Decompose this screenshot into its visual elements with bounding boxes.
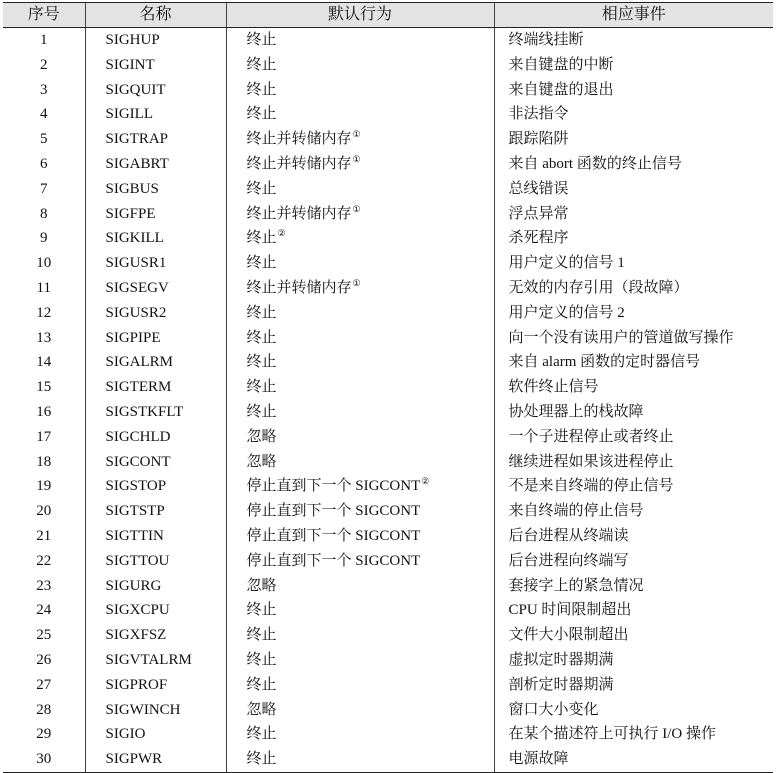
row-number: 12 — [36, 304, 52, 321]
default-action: 终止 — [246, 379, 277, 396]
default-action-cell — [226, 226, 494, 251]
event-description: 继续进程如果该进程停止 — [494, 450, 773, 475]
table-row — [3, 375, 773, 400]
signal-name: SIGTSTP — [85, 499, 226, 524]
footnote-marker: ② — [421, 476, 430, 487]
row-number: 30 — [3, 747, 85, 772]
table-row — [3, 549, 773, 574]
default-action: 终止 — [246, 627, 277, 644]
signal-name: SIGALRM — [85, 350, 226, 375]
signal-name: SIGSTOP — [85, 474, 226, 499]
table-row — [3, 574, 773, 599]
default-action-cell — [226, 350, 494, 375]
default-action-cell — [226, 549, 494, 574]
default-action: 终止 — [246, 676, 277, 693]
signal-name: SIGSEGV — [85, 276, 226, 301]
default-action-cell — [226, 400, 494, 425]
row-number: 11 — [36, 279, 51, 296]
event-description: 剖析定时器期满 — [494, 673, 773, 698]
signal-name: SIGILL — [85, 102, 226, 127]
row-number: 13 — [36, 329, 52, 346]
event-description: 文件大小限制超出 — [494, 623, 773, 648]
default-action-cell — [226, 722, 494, 747]
signal-name: SIGFPE — [85, 202, 226, 227]
table-row — [3, 598, 773, 623]
event-description: 后台进程从终端读 — [494, 524, 773, 549]
table-row — [3, 722, 773, 747]
signal-name: SIGIO — [85, 722, 226, 747]
event-description: 虚拟定时器期满 — [494, 648, 773, 673]
row-number: 22 — [36, 552, 52, 569]
signal-name: SIGXCPU — [85, 598, 226, 623]
signal-name: SIGUSR2 — [85, 301, 226, 326]
signal-name: SIGKILL — [85, 226, 226, 251]
row-number: 2 — [40, 56, 48, 73]
default-action: 停止直到下一个 SIGCONT — [246, 552, 421, 569]
table-row — [3, 474, 773, 499]
row-number: 25 — [36, 627, 52, 644]
default-action: 停止直到下一个 SIGCONT — [246, 527, 421, 544]
table-row — [3, 623, 773, 648]
default-action-cell — [226, 78, 494, 103]
table-row — [3, 425, 773, 450]
event-description: 来自 abort 函数的终止信号 — [494, 152, 773, 177]
default-action: 终止 — [246, 180, 277, 197]
default-action-cell — [226, 673, 494, 698]
table-row — [3, 648, 773, 673]
signal-name: SIGBUS — [85, 177, 226, 202]
event-description: 电源故障 — [494, 747, 773, 772]
table-row — [3, 450, 773, 475]
footnote-marker: ① — [352, 153, 361, 164]
signal-name: SIGWINCH — [85, 698, 226, 723]
event-description: 用户定义的信号 2 — [494, 301, 773, 326]
default-action-cell — [226, 251, 494, 276]
signal-name: SIGPWR — [85, 747, 226, 772]
default-action-cell — [226, 102, 494, 127]
row-number: 23 — [36, 577, 52, 594]
default-action-cell — [226, 375, 494, 400]
default-action: 终止 — [246, 56, 277, 73]
row-number: 24 — [36, 602, 52, 619]
row-number: 18 — [36, 453, 52, 470]
table-row — [3, 524, 773, 549]
default-action: 终止 — [246, 651, 277, 668]
default-action-cell — [226, 499, 494, 524]
event-description: 来自键盘的退出 — [494, 78, 773, 103]
default-action: 忽略 — [246, 577, 277, 594]
default-action-cell — [226, 598, 494, 623]
signal-name: SIGVTALRM — [85, 648, 226, 673]
table-body — [3, 28, 773, 773]
default-action-cell — [226, 202, 494, 227]
event-description: 套接字上的紧急情况 — [494, 574, 773, 599]
table-row — [3, 152, 773, 177]
signal-name: SIGTTOU — [85, 549, 226, 574]
row-number: 20 — [36, 503, 52, 520]
event-description: 在某个描述符上可执行 I/O 操作 — [494, 722, 773, 747]
event-description: 向一个没有读用户的管道做写操作 — [494, 326, 773, 351]
default-action: 终止 — [246, 106, 277, 123]
default-action: 终止 — [246, 751, 277, 768]
header-default-action: 默认行为 — [226, 3, 494, 28]
default-action-cell — [226, 177, 494, 202]
event-description: 来自终端的停止信号 — [494, 499, 773, 524]
header-row — [3, 3, 773, 28]
event-description: 协处理器上的栈故障 — [494, 400, 773, 425]
default-action: 终止 — [246, 32, 277, 48]
default-action: 终止 — [246, 354, 277, 371]
table-header — [3, 3, 773, 28]
default-action: 终止 — [246, 602, 277, 619]
event-description: 用户定义的信号 1 — [494, 251, 773, 276]
table-row — [3, 276, 773, 301]
default-action-cell — [226, 623, 494, 648]
default-action: 忽略 — [246, 428, 277, 445]
row-number: 8 — [40, 205, 48, 222]
default-action-cell — [226, 53, 494, 78]
default-action-cell — [226, 450, 494, 475]
row-number: 6 — [40, 155, 48, 172]
table-row — [3, 177, 773, 202]
default-action: 终止 — [246, 329, 277, 346]
signal-name: SIGABRT — [85, 152, 226, 177]
footnote-marker: ② — [277, 228, 286, 239]
default-action-cell — [226, 127, 494, 152]
table-row — [3, 400, 773, 425]
table-row — [3, 226, 773, 251]
default-action-cell — [226, 301, 494, 326]
signal-name: SIGTTIN — [85, 524, 226, 549]
signal-name: SIGTRAP — [85, 127, 226, 152]
event-description: 窗口大小变化 — [494, 698, 773, 723]
event-description: 浮点异常 — [494, 202, 773, 227]
default-action-cell — [226, 152, 494, 177]
row-number: 4 — [40, 106, 48, 123]
row-number: 17 — [36, 428, 52, 445]
default-action-cell — [226, 747, 494, 772]
signal-name: SIGCONT — [85, 450, 226, 475]
default-action: 停止直到下一个 SIGCONT — [246, 503, 421, 520]
default-action: 终止并转储内存 — [246, 155, 352, 172]
default-action: 终止 — [246, 403, 277, 420]
event-description: 跟踪陷阱 — [494, 127, 773, 152]
default-action-cell — [226, 524, 494, 549]
event-description: 软件终止信号 — [494, 375, 773, 400]
default-action: 终止 — [246, 304, 277, 321]
row-number: 9 — [40, 230, 48, 247]
footnote-marker: ① — [352, 277, 361, 288]
signal-name: SIGUSR1 — [85, 251, 226, 276]
event-description: CPU 时间限制超出 — [494, 598, 773, 623]
event-description: 来自键盘的中断 — [494, 53, 773, 78]
table-row — [3, 102, 773, 127]
table-row — [3, 78, 773, 103]
signal-name: SIGPIPE — [85, 326, 226, 351]
event-description: 总线错误 — [494, 177, 773, 202]
row-number: 7 — [40, 180, 48, 197]
row-number: 14 — [36, 354, 52, 371]
event-description: 后台进程向终端写 — [494, 549, 773, 574]
table-row — [3, 747, 773, 772]
default-action: 终止 — [246, 726, 277, 743]
table-row — [3, 251, 773, 276]
table-row — [3, 673, 773, 698]
signal-name: SIGTERM — [85, 375, 226, 400]
table-row — [3, 127, 773, 152]
row-number: 5 — [40, 131, 48, 148]
footnote-marker: ① — [352, 129, 361, 140]
signal-name: SIGSTKFLT — [85, 400, 226, 425]
default-action-cell — [226, 276, 494, 301]
table-row — [3, 202, 773, 227]
header-event: 相应事件 — [494, 3, 773, 28]
signal-name: SIGPROF — [85, 673, 226, 698]
row-number: 28 — [36, 701, 52, 718]
default-action: 终止并转储内存 — [246, 205, 352, 222]
event-description: 来自 alarm 函数的定时器信号 — [494, 350, 773, 375]
row-number: 3 — [40, 81, 48, 98]
row-number: 16 — [36, 403, 52, 420]
signal-name: SIGURG — [85, 574, 226, 599]
default-action-cell — [226, 648, 494, 673]
table-row — [3, 499, 773, 524]
default-action: 停止直到下一个 SIGCONT — [246, 478, 421, 495]
default-action-cell — [226, 28, 494, 53]
header-number: 序号 — [3, 3, 85, 28]
default-action-cell — [226, 698, 494, 723]
row-number: 1 — [40, 32, 48, 48]
default-action-cell — [226, 574, 494, 599]
table-row — [3, 698, 773, 723]
signal-table — [3, 2, 773, 773]
default-action-cell — [226, 326, 494, 351]
table-row — [3, 301, 773, 326]
row-number: 21 — [36, 527, 52, 544]
footnote-marker: ① — [352, 203, 361, 214]
default-action: 终止并转储内存 — [246, 131, 352, 148]
event-description: 非法指令 — [494, 102, 773, 127]
header-name: 名称 — [85, 3, 226, 28]
row-number: 15 — [36, 379, 52, 396]
row-number: 19 — [36, 478, 52, 495]
default-action: 忽略 — [246, 701, 277, 718]
default-action: 终止 — [246, 230, 277, 247]
row-number: 10 — [36, 255, 52, 272]
table-row — [3, 28, 773, 53]
event-description: 杀死程序 — [494, 226, 773, 251]
event-description: 终端线挂断 — [494, 28, 773, 53]
event-description: 一个子进程停止或者终止 — [494, 425, 773, 450]
default-action-cell — [226, 474, 494, 499]
event-description: 不是来自终端的停止信号 — [494, 474, 773, 499]
default-action: 终止 — [246, 255, 277, 272]
signal-name: SIGXFSZ — [85, 623, 226, 648]
signal-name: SIGCHLD — [85, 425, 226, 450]
signal-name: SIGINT — [85, 53, 226, 78]
row-number: 29 — [36, 726, 52, 743]
default-action: 忽略 — [246, 453, 277, 470]
table-row — [3, 326, 773, 351]
row-number: 27 — [36, 676, 52, 693]
event-description: 无效的内存引用（段故障） — [494, 276, 773, 301]
table-row — [3, 53, 773, 78]
table-row — [3, 350, 773, 375]
default-action: 终止 — [246, 81, 277, 98]
default-action-cell — [226, 425, 494, 450]
signal-name: SIGHUP — [85, 28, 226, 53]
signal-name: SIGQUIT — [85, 78, 226, 103]
default-action: 终止并转储内存 — [246, 279, 352, 296]
row-number: 26 — [36, 651, 52, 668]
